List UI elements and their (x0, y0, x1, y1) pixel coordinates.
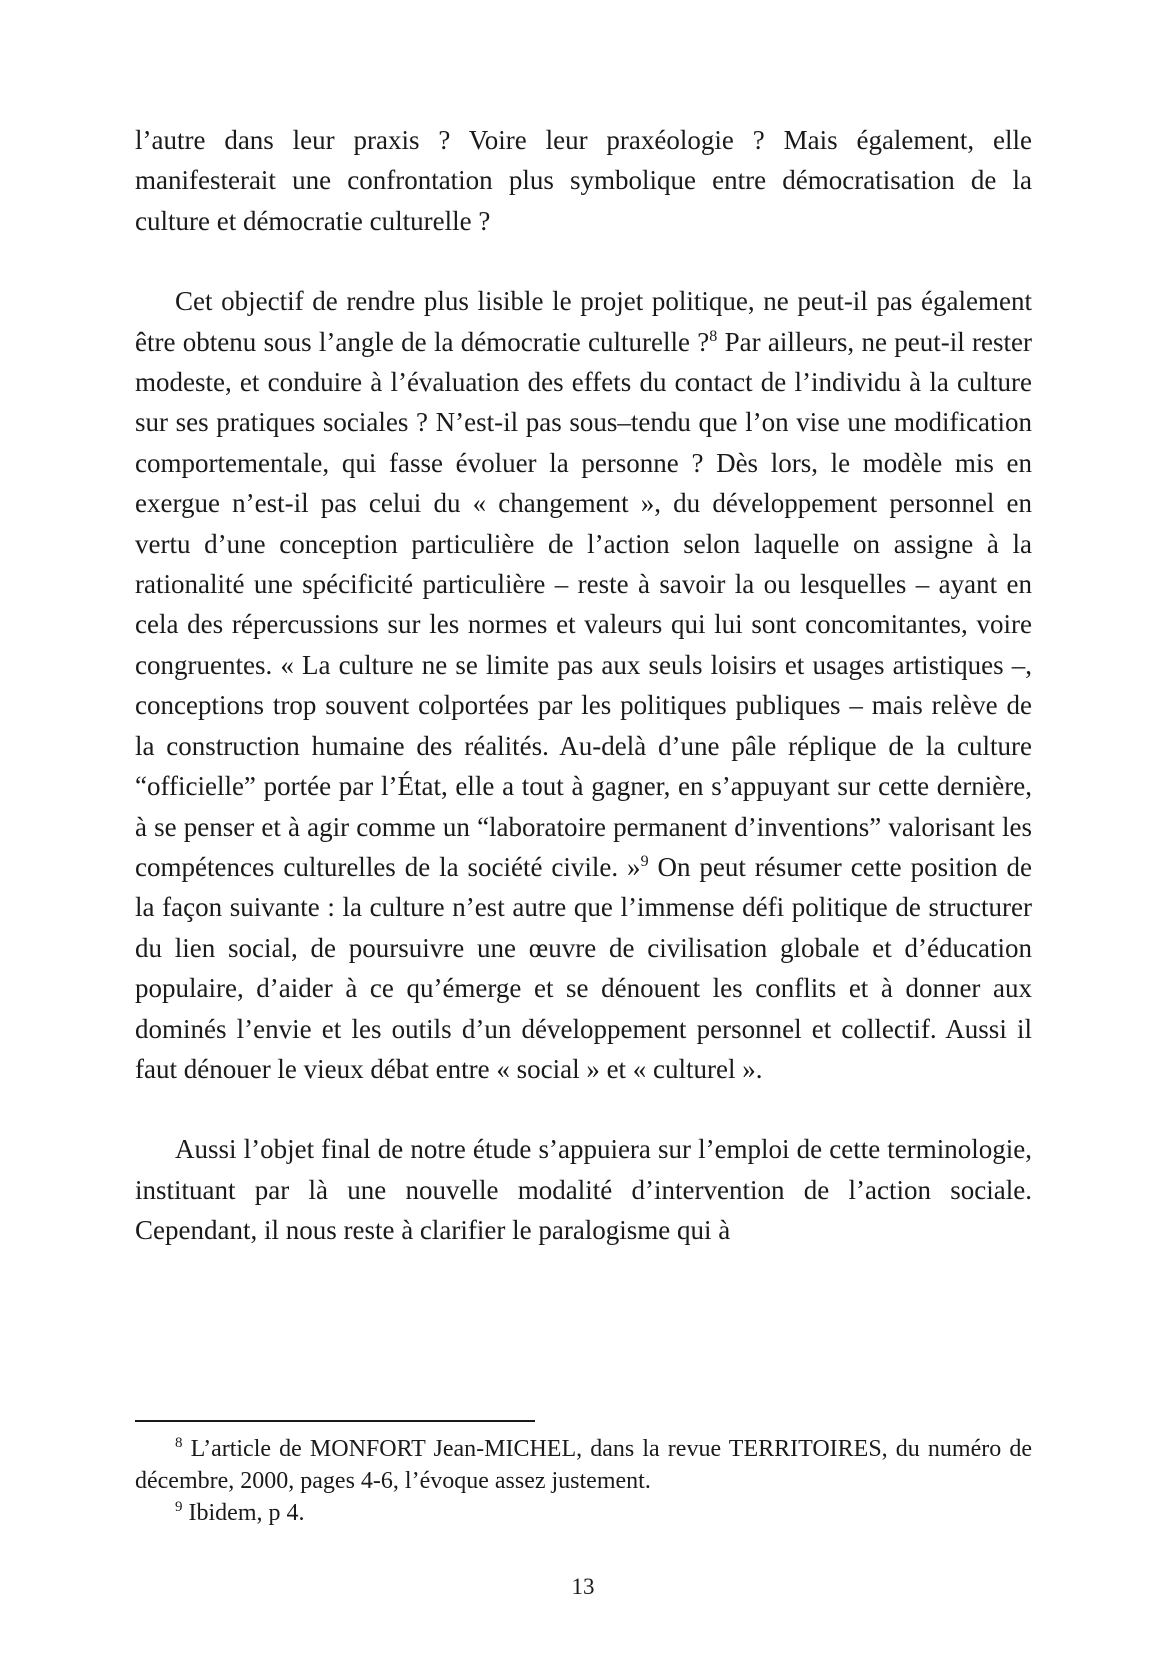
paragraph-gap (135, 1089, 1032, 1129)
paragraph-3 (135, 1129, 1032, 1250)
footnote-8 (135, 1433, 1032, 1497)
body-text (135, 120, 1032, 1251)
footnote-reference-8[interactable]: 8 (709, 327, 718, 345)
paragraph-text: Par ailleurs, ne peut-il rester modeste, et conduire à l’évaluation des effets du contact de l’individu à la culture sur ses pratiques sociales ? N’est-il pas sous–tendu que l’on vise une modification comportementale, qui fasse évoluer la personne ? Dès lors, le modèle mis en exergue n’est-il pas celui du « changement », du développement personnel en vertu d’une conception particulière de l’action selon laquelle on assigne à la rationalité une spécificité particulière – reste à savoir la ou lesquelles – ayant en cela des répercussions sur les normes et valeurs qui lui sont concomitantes, voire congruentes. « La culture ne se limite pas aux seuls loisirs et usages artistiques –, conceptions trop souvent colportées par les politiques publiques – mais relève de la construction humaine des réalités. Au-delà d’une pâle réplique de la culture “officielle” portée par l’État, elle a tout à gagner, en s’appuyant sur cette dernière, à se penser et à agir comme un “laboratoire permanent d’inventions” valorisant les compétences culturelles de la société civile. » (135, 326, 1032, 882)
page-number: 13 (571, 1574, 595, 1599)
footnote-text: Ibidem, p 4. (182, 1500, 305, 1526)
paragraph-text: l’autre dans leur praxis ? Voire leur praxéologie ? Mais également, elle manifesterait une confrontation plus symbolique entre démocratisation de la culture et démocratie culturelle ? (135, 125, 1032, 236)
footnote-number: 8 (175, 1435, 183, 1451)
paragraph-text: Aussi l’objet final de notre étude s’appuiera sur l’emploi de cette terminologie, instituant par là une nouvelle modalité d’intervention de l’action sociale. Cependant, il nous reste à clarifier le paralogisme qui à (135, 1134, 1032, 1246)
paragraph-2 (135, 281, 1032, 1089)
footnote-reference-9[interactable]: 9 (640, 852, 649, 870)
footnote-text: L’article de MONFORT Jean-MICHEL, dans la revue TERRITOIRES, du numéro de décembre, 2000, pages 4-6, l’évoque assez justement. (135, 1436, 1032, 1494)
footnote-9 (135, 1497, 1032, 1529)
paragraph-text: On peut résumer cette position de la façon suivante : la culture n’est autre que l’immense défi politique de structurer du lien social, de poursuivre une œuvre de civilisation globale et d’éducation populaire, d’aider à ce qu’émerge et se dénouent les conflits et à donner aux dominés l’envie et les outils d’un développement personnel et collectif. Aussi il faut dénouer le vieux débat entre « social » et « culturel ». (135, 851, 1032, 1084)
paragraph-gap (135, 241, 1032, 281)
footnote-separator (135, 1420, 535, 1422)
footnote-number: 9 (175, 1499, 183, 1515)
paragraph-1 (135, 120, 1032, 241)
paragraph-text: Cet objectif de rendre plus lisible le projet politique, ne peut-il pas également être obtenu sous l’angle de la démocratie culturelle ? (135, 286, 1032, 357)
footnotes (135, 1433, 1032, 1529)
